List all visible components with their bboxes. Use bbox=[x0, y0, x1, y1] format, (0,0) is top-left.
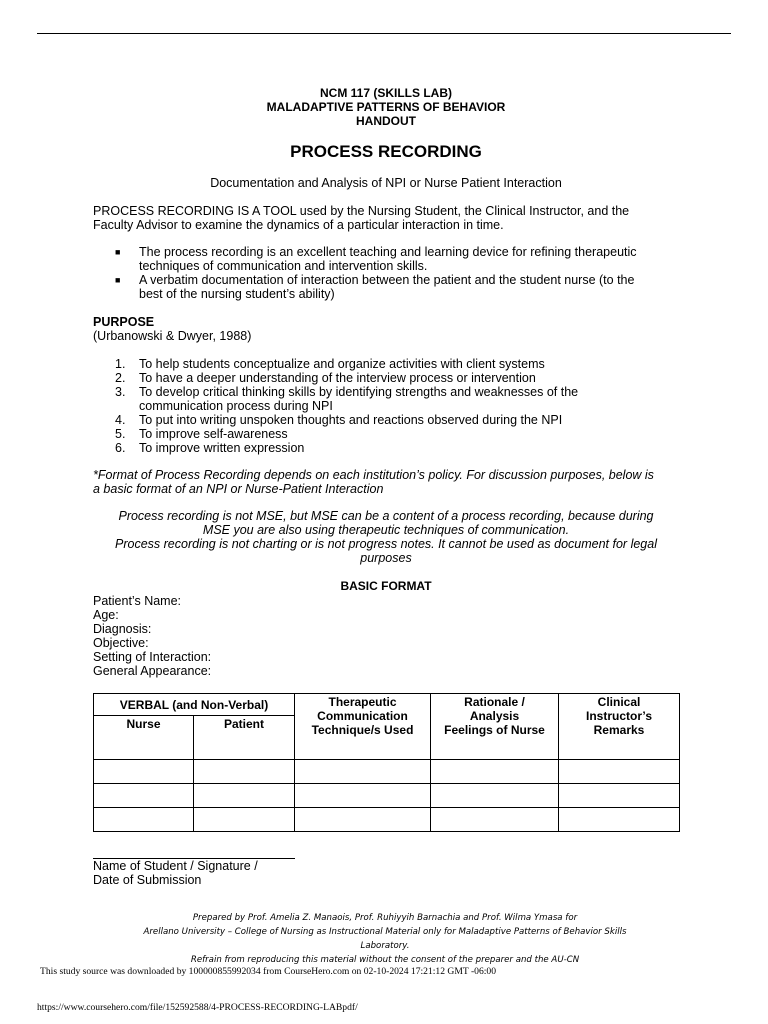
mse-note bbox=[93, 509, 679, 565]
topic-header: MALADAPTIVE PATTERNS OF BEHAVIOR bbox=[266, 100, 506, 114]
charting-note-line: Process recording is not charting or is not progress notes. It cannot be used as document for legal bbox=[115, 537, 657, 551]
item-text: To have a deeper understanding of the interview process or intervention bbox=[139, 371, 536, 385]
bullet-text: A verbatim documentation of interaction between the patient and the student nurse (to the bbox=[139, 273, 635, 287]
purpose-heading: PURPOSE bbox=[93, 315, 155, 329]
footer-credits bbox=[80, 911, 690, 967]
item-number: 5. bbox=[115, 427, 126, 441]
item-text: communication process during NPI bbox=[139, 399, 333, 413]
footer-line: Laboratory. bbox=[360, 941, 410, 951]
table-cell bbox=[94, 808, 194, 832]
process-recording-table bbox=[93, 693, 680, 832]
purpose-citation: (Urbanowski & Dwyer, 1988) bbox=[93, 329, 252, 343]
square-bullet-icon: ■ bbox=[115, 275, 121, 285]
header-line: Clinical bbox=[597, 695, 641, 709]
handout-header: HANDOUT bbox=[356, 114, 416, 128]
item-text: To help students conceptualize and organize activities with client systems bbox=[139, 357, 545, 371]
remarks-header-cell bbox=[559, 694, 680, 760]
field-age: Age: bbox=[93, 608, 119, 622]
header-line: Rationale / bbox=[464, 695, 525, 709]
bullet-text: techniques of communication and intervention skills. bbox=[139, 259, 428, 273]
table-row bbox=[94, 784, 680, 808]
intro-paragraph bbox=[93, 204, 679, 232]
table-row bbox=[94, 808, 680, 832]
item-number: 6. bbox=[115, 441, 126, 455]
page-title: PROCESS RECORDING bbox=[290, 142, 482, 161]
footer-line: Arellano University – College of Nursing as Instructional Material only for Maladaptive Patterns of Behavior Skills bbox=[143, 927, 627, 937]
table-cell bbox=[194, 784, 295, 808]
field-general-appearance: General Appearance: bbox=[93, 664, 212, 678]
table-cell bbox=[94, 760, 194, 784]
item-text: To improve written expression bbox=[139, 441, 305, 455]
rationale-header-cell bbox=[431, 694, 559, 760]
subtitle: Documentation and Analysis of NPI or Nurse Patient Interaction bbox=[210, 176, 562, 190]
square-bullet-icon: ■ bbox=[115, 247, 121, 257]
verbal-header-cell: VERBAL (and Non-Verbal) bbox=[94, 694, 295, 716]
top-rule bbox=[37, 33, 731, 34]
bullet-text: The process recording is an excellent teaching and learning device for refining therapeutic bbox=[139, 245, 637, 259]
field-setting: Setting of Interaction: bbox=[93, 650, 212, 664]
purpose-item bbox=[93, 357, 679, 371]
bullet-text: best of the nursing student’s ability) bbox=[139, 287, 335, 301]
header-line: Remarks bbox=[593, 723, 645, 737]
table-cell bbox=[431, 784, 559, 808]
purpose-item bbox=[93, 385, 679, 413]
header-line: Feelings of Nurse bbox=[444, 723, 545, 737]
bullet-item bbox=[93, 245, 679, 273]
table-row bbox=[94, 760, 680, 784]
mse-note-line: MSE you are also using therapeutic techniques of communication. bbox=[202, 523, 570, 537]
footer-line: Refrain from reproducing this material without the consent of the preparer and the AU-CN bbox=[190, 955, 580, 965]
source-url[interactable]: https://www.coursehero.com/file/152592588/4-PROCESS-RECORDING-LABpdf/ bbox=[37, 1002, 358, 1013]
table-cell bbox=[431, 808, 559, 832]
intro-line: PROCESS RECORDING IS A TOOL used by the Nursing Student, the Clinical Instructor, and the bbox=[93, 204, 630, 218]
mse-note-line: Process recording is not MSE, but MSE can be a content of a process recording, because during bbox=[118, 509, 654, 523]
course-header: NCM 117 (SKILLS LAB) bbox=[319, 86, 452, 100]
field-patient-name: Patient’s Name: bbox=[93, 594, 182, 608]
signature-label: Name of Student / Signature / bbox=[93, 859, 258, 873]
header-line: Communication bbox=[317, 709, 408, 723]
header-line: Instructor’s bbox=[585, 709, 652, 723]
table-cell bbox=[295, 808, 431, 832]
format-note-line: *Format of Process Recording depends on each institution’s policy. For discussion purposes, below is bbox=[93, 468, 654, 482]
item-number: 4. bbox=[115, 413, 126, 427]
table-cell bbox=[559, 808, 680, 832]
table-cell bbox=[194, 760, 295, 784]
patient-header-cell: Patient bbox=[194, 716, 295, 760]
item-number: 2. bbox=[115, 371, 126, 385]
basic-format-heading: BASIC FORMAT bbox=[340, 579, 432, 593]
table-header-row bbox=[94, 694, 680, 716]
footer-line: Prepared by Prof. Amelia Z. Manaois, Prof. Ruhiyyih Barnachia and Prof. Wilma Ymasa for bbox=[192, 913, 578, 923]
table-cell bbox=[559, 760, 680, 784]
table-cell bbox=[295, 760, 431, 784]
table-cell bbox=[94, 784, 194, 808]
submission-date-label: Date of Submission bbox=[93, 873, 202, 887]
item-text: To develop critical thinking skills by identifying strengths and weaknesses of the bbox=[139, 385, 579, 399]
format-note bbox=[93, 468, 679, 496]
header-line: Analysis bbox=[469, 709, 520, 723]
bullet-item bbox=[93, 273, 679, 301]
table-cell bbox=[559, 784, 680, 808]
header-line: Technique/s Used bbox=[311, 723, 414, 737]
purpose-item bbox=[93, 371, 679, 385]
header-line: Therapeutic bbox=[328, 695, 397, 709]
purpose-item bbox=[93, 413, 679, 427]
format-note-line: a basic format of an NPI or Nurse-Patient Interaction bbox=[93, 482, 384, 496]
document-page bbox=[93, 86, 679, 887]
purpose-item bbox=[93, 427, 679, 441]
nurse-header-cell: Nurse bbox=[94, 716, 194, 760]
purpose-list bbox=[93, 357, 679, 455]
charting-note-line: purposes bbox=[360, 551, 412, 565]
basic-format-fields bbox=[93, 594, 679, 678]
table-cell bbox=[295, 784, 431, 808]
table-cell bbox=[431, 760, 559, 784]
item-number: 1. bbox=[115, 357, 126, 371]
item-text: To improve self-awareness bbox=[139, 427, 288, 441]
bullet-list bbox=[93, 245, 679, 301]
field-objective: Objective: bbox=[93, 636, 149, 650]
intro-line: Faculty Advisor to examine the dynamics of a particular interaction in time. bbox=[93, 218, 504, 232]
item-text: To put into writing unspoken thoughts and reactions observed during the NPI bbox=[139, 413, 563, 427]
download-note: This study source was downloaded by 100000855992034 from CourseHero.com on 02-10-2024 17:21:12 GMT -06:00 bbox=[40, 966, 497, 977]
therapeutic-header-cell bbox=[295, 694, 431, 760]
purpose-item bbox=[93, 441, 679, 455]
item-number: 3. bbox=[115, 385, 126, 399]
table-cell bbox=[194, 808, 295, 832]
field-diagnosis: Diagnosis: bbox=[93, 622, 152, 636]
